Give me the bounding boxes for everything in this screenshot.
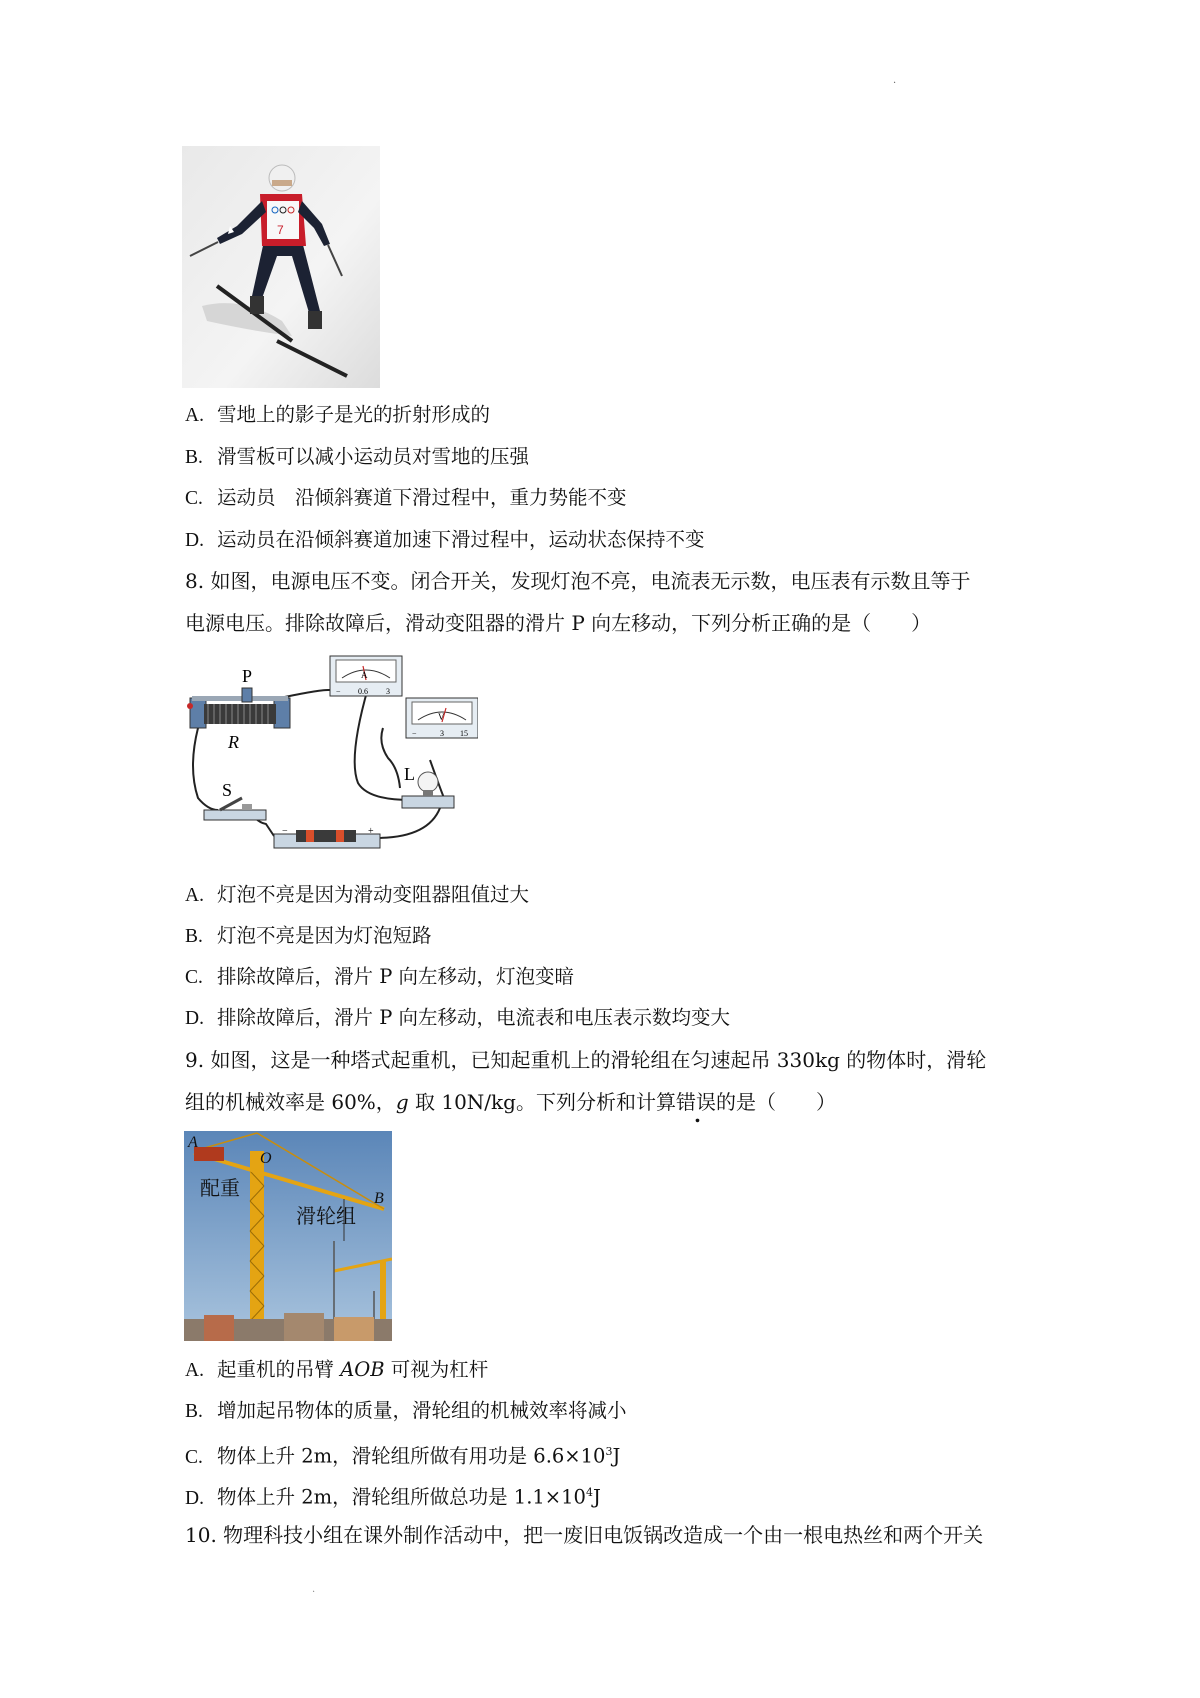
q9-stem-part-b: 取 10N/kg。下列分析和计算 <box>408 1090 676 1114</box>
option-letter: B. <box>185 926 203 947</box>
voltmeter-terminal-3: 3 <box>440 729 444 738</box>
option-text-post: 可视为杠杆 <box>384 1358 489 1381</box>
q7-option-d <box>185 528 705 553</box>
crane-label-pulley: 滑轮组 <box>296 1204 356 1228</box>
option-text: 运动员在沿倾斜赛道加速下滑过程中，运动状态保持不变 <box>217 528 705 551</box>
ammeter-terminal-minus: − <box>336 687 341 696</box>
q7-option-b <box>185 445 529 470</box>
option-letter: C. <box>185 1446 203 1468</box>
option-letter: B. <box>185 1401 203 1422</box>
q9-emphasis: 错误 <box>675 1090 716 1114</box>
bib-number: 7 <box>277 223 284 237</box>
option-letter: A. <box>185 405 204 426</box>
q9-var-g: g <box>395 1090 409 1114</box>
option-text: 增加起吊物体的质量，滑轮组的机械效率将减小 <box>217 1399 627 1422</box>
q9-option-a <box>185 1358 488 1383</box>
label-l: L <box>404 764 415 784</box>
option-text: 排除故障后，滑片 P 向左移动，灯泡变暗 <box>217 965 575 988</box>
option-exponent: 4 <box>585 1486 593 1499</box>
crane-label-a: A <box>188 1134 198 1151</box>
q8-option-b <box>185 924 432 949</box>
option-unit: J <box>612 1444 621 1468</box>
option-letter: D. <box>185 530 204 551</box>
q8-option-c <box>185 965 574 990</box>
crane-label-o: O <box>260 1150 272 1167</box>
voltmeter-symbol: V <box>438 712 445 722</box>
crane-label-b: B <box>374 1190 384 1207</box>
option-var: AOB <box>340 1358 385 1381</box>
option-letter: A. <box>185 885 204 906</box>
ammeter-terminal-06: 0.6 <box>358 687 368 696</box>
option-letter: D. <box>185 1487 204 1509</box>
q8-option-d <box>185 1006 730 1031</box>
option-text: 灯泡不亮是因为灯泡短路 <box>217 924 432 947</box>
q9-option-c <box>185 1440 620 1470</box>
crane-label-counterweight: 配重 <box>200 1176 240 1200</box>
option-letter: C. <box>185 967 203 988</box>
header-mark: · <box>893 78 897 89</box>
q8-stem-line2: 电源电压。排除故障后，滑动变阻器的滑片 P 向左移动，下列分析正确的是（ ） <box>185 611 932 635</box>
option-text: 运动员 沿倾斜赛道下滑过程中，重力势能不变 <box>217 486 627 509</box>
q9-stem-part-c: 的是（ ） <box>715 1090 836 1114</box>
battery-plus: + <box>368 826 374 837</box>
option-letter: C. <box>185 488 203 509</box>
option-letter: A. <box>185 1360 204 1381</box>
option-text: 物体上升 2m，滑轮组所做有用功是 6.6×10 <box>217 1444 606 1468</box>
q10-stem-line1: 10. 物理科技小组在课外制作活动中，把一废旧电饭锅改造成一个由一根电热丝和两个开关 <box>185 1523 984 1547</box>
option-text: 起重机的吊臂 <box>217 1358 341 1381</box>
q9-stem-line2 <box>185 1089 836 1115</box>
option-text: 灯泡不亮是因为滑动变阻器阻值过大 <box>217 883 530 906</box>
option-text: 物体上升 2m，滑轮组所做总功是 1.1×10 <box>217 1485 586 1509</box>
option-exponent: 3 <box>605 1445 613 1458</box>
crane-photo <box>184 1131 392 1341</box>
q9-option-d <box>185 1481 601 1511</box>
q7-option-a <box>185 403 490 428</box>
q9-stem-line1: 9. 如图，这是一种塔式起重机，已知起重机上的滑轮组在匀速起吊 330kg 的物体时，滑轮 <box>185 1048 987 1072</box>
option-unit: J <box>592 1485 601 1509</box>
q9-stem-part-a: 组的机械效率是 60%， <box>185 1090 396 1114</box>
skier-photo <box>182 146 380 388</box>
label-s: S <box>222 780 233 800</box>
circuit-diagram <box>178 648 478 868</box>
option-letter: B. <box>185 447 203 468</box>
battery-minus: − <box>282 826 288 837</box>
q8-stem-line1: 8. 如图，电源电压不变。闭合开关，发现灯泡不亮，电流表无示数，电压表有示数且等于 <box>185 569 971 593</box>
option-text: 滑雪板可以减小运动员对雪地的压强 <box>217 445 530 468</box>
ammeter-symbol: A <box>361 670 368 680</box>
ammeter-terminal-3: 3 <box>386 687 390 696</box>
option-text: 雪地上的影子是光的折射形成的 <box>217 403 491 426</box>
footer-mark: . <box>312 1584 316 1595</box>
voltmeter-terminal-minus: − <box>412 729 417 738</box>
label-r: R <box>228 732 239 752</box>
q7-option-c <box>185 486 627 511</box>
option-text: 排除故障后，滑片 P 向左移动，电流表和电压表示数均变大 <box>217 1006 731 1029</box>
q9-option-b <box>185 1399 627 1424</box>
option-letter: D. <box>185 1008 204 1029</box>
voltmeter-terminal-15: 15 <box>460 729 468 738</box>
label-p: P <box>242 666 253 686</box>
q8-option-a <box>185 883 529 908</box>
